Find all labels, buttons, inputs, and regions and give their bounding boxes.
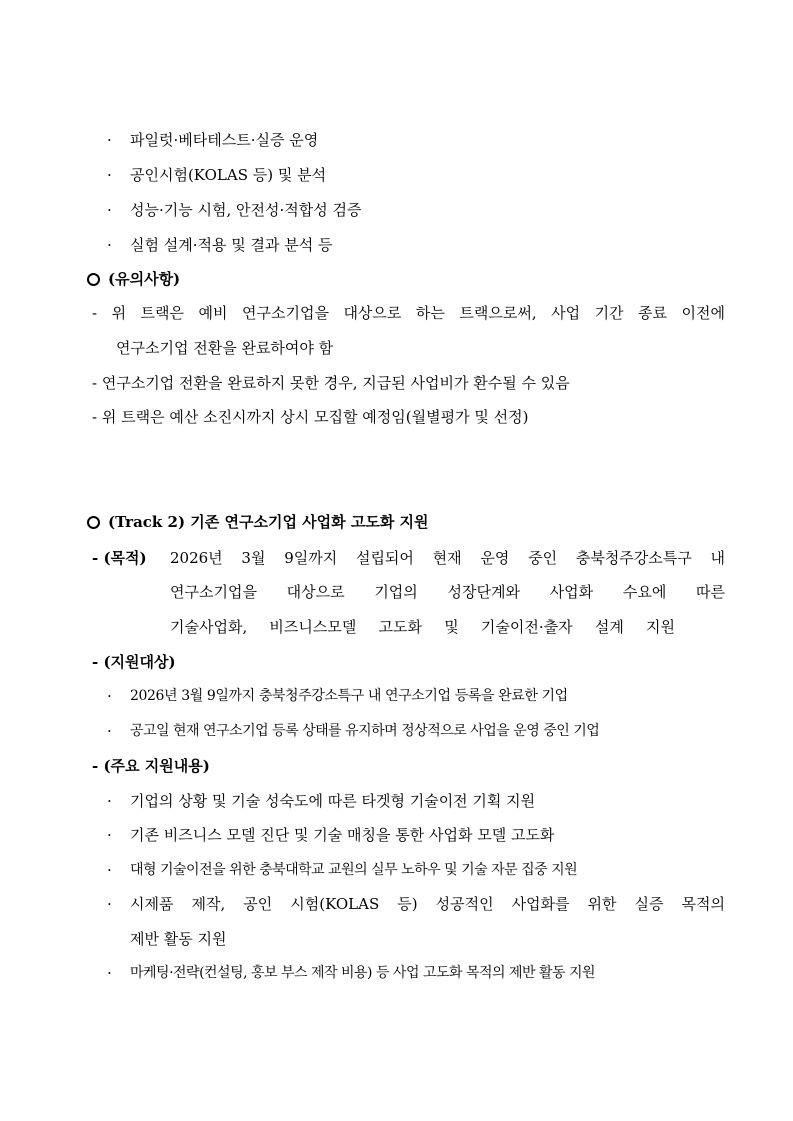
list-item-text: 공인시험(KOLAS 등) 및 분석 <box>130 166 327 184</box>
list-item <box>0 858 793 882</box>
section-heading: (Track 2) 기존 연구소기업 사업화 고도화 지원 <box>108 513 429 531</box>
purpose-label: - (목적) <box>92 549 147 567</box>
note-line <box>0 301 793 325</box>
bullet-marker: · <box>107 895 112 913</box>
note-line <box>0 371 793 395</box>
bullet-marker: · <box>107 792 112 810</box>
list-item-text: 시제품 제작, 공인 시험(KOLAS 등) 성공적인 사업화를 위한 실증 목적의 <box>130 895 725 913</box>
target-heading-row <box>0 650 793 674</box>
note-text: - 위 트랙은 예산 소진시까지 상시 모집할 예정임(월별평가 및 선정) <box>92 408 529 426</box>
bullet-marker: · <box>107 722 112 740</box>
list-item-text: 성능·기능 시험, 안전성·적합성 검증 <box>130 201 362 219</box>
list-item-text: 대형 기술이전을 위한 충북대학교 교원의 실무 노하우 및 기술 자문 집중 지원 <box>130 862 578 878</box>
list-item-text: 기존 비즈니스 모델 진단 및 기술 매칭을 통한 사업화 모델 고도화 <box>130 826 555 844</box>
bullet-marker: · <box>107 861 112 879</box>
list-item-continuation <box>0 927 793 951</box>
list-item <box>0 823 793 847</box>
list-item <box>0 789 793 813</box>
list-item <box>0 128 793 152</box>
list-item-text: 제반 활동 지원 <box>130 930 227 948</box>
bullet-marker: · <box>107 964 112 982</box>
list-item-text: 마케팅·전략(컨설팅, 홍보 부스 제작 비용) 등 사업 고도화 목적의 제반 활동 지원 <box>130 965 596 981</box>
list-item-text: 파일럿·베타테스트·실증 운영 <box>130 131 319 149</box>
note-line <box>0 405 793 429</box>
bullet-marker: · <box>107 201 112 219</box>
list-item <box>0 163 793 187</box>
purpose-row <box>0 546 793 570</box>
list-item-text: 기업의 상황 및 기술 성숙도에 따른 타겟형 기술이전 기획 지원 <box>130 792 536 810</box>
list-item-text: 실험 설계·적용 및 결과 분석 등 <box>130 236 333 254</box>
list-item-text: 2026년 3월 9일까지 충북청주강소특구 내 연구소기업 등록을 완료한 기업 <box>130 688 568 704</box>
note-text: - 위 트랙은 예비 연구소기업을 대상으로 하는 트랙으로써, 사업 기간 종료 이전에 <box>92 304 725 322</box>
target-label: - (지원대상) <box>92 653 176 671</box>
note-line <box>0 336 793 360</box>
purpose-text: 연구소기업을 대상으로 기업의 성장단계와 사업화 수요에 따른 <box>170 583 725 601</box>
purpose-text: 기술사업화, 비즈니스모델 고도화 및 기술이전·출자 설계 지원 <box>170 618 675 636</box>
circle-bullet-icon <box>87 516 100 529</box>
bullet-marker: · <box>107 826 112 844</box>
list-item-text: 공고일 현재 연구소기업 등록 상태를 유지하며 정상적으로 사업을 운영 중인 기업 <box>130 723 600 739</box>
main-heading-row <box>0 754 793 778</box>
notes-heading-row <box>0 267 793 291</box>
main-label: - (주요 지원내용) <box>92 757 210 775</box>
bullet-marker: · <box>107 236 112 254</box>
list-item <box>0 198 793 222</box>
bullet-marker: · <box>107 166 112 184</box>
notes-heading: (유의사항) <box>108 270 181 288</box>
circle-bullet-icon <box>87 273 100 286</box>
note-text: - 연구소기업 전환을 완료하지 못한 경우, 지급된 사업비가 환수될 수 있음 <box>92 374 570 392</box>
note-text: 연구소기업 전환을 완료하여야 함 <box>116 339 334 357</box>
section-heading-row <box>0 510 793 534</box>
list-item <box>0 233 793 257</box>
purpose-row <box>0 580 793 604</box>
bullet-marker: · <box>107 687 112 705</box>
list-item <box>0 961 793 985</box>
purpose-text: 2026년 3월 9일까지 설립되어 현재 운영 중인 충북청주강소특구 내 <box>170 549 725 567</box>
list-item <box>0 892 793 916</box>
list-item <box>0 684 793 708</box>
list-item <box>0 719 793 743</box>
purpose-row <box>0 615 793 639</box>
bullet-marker: · <box>107 131 112 149</box>
